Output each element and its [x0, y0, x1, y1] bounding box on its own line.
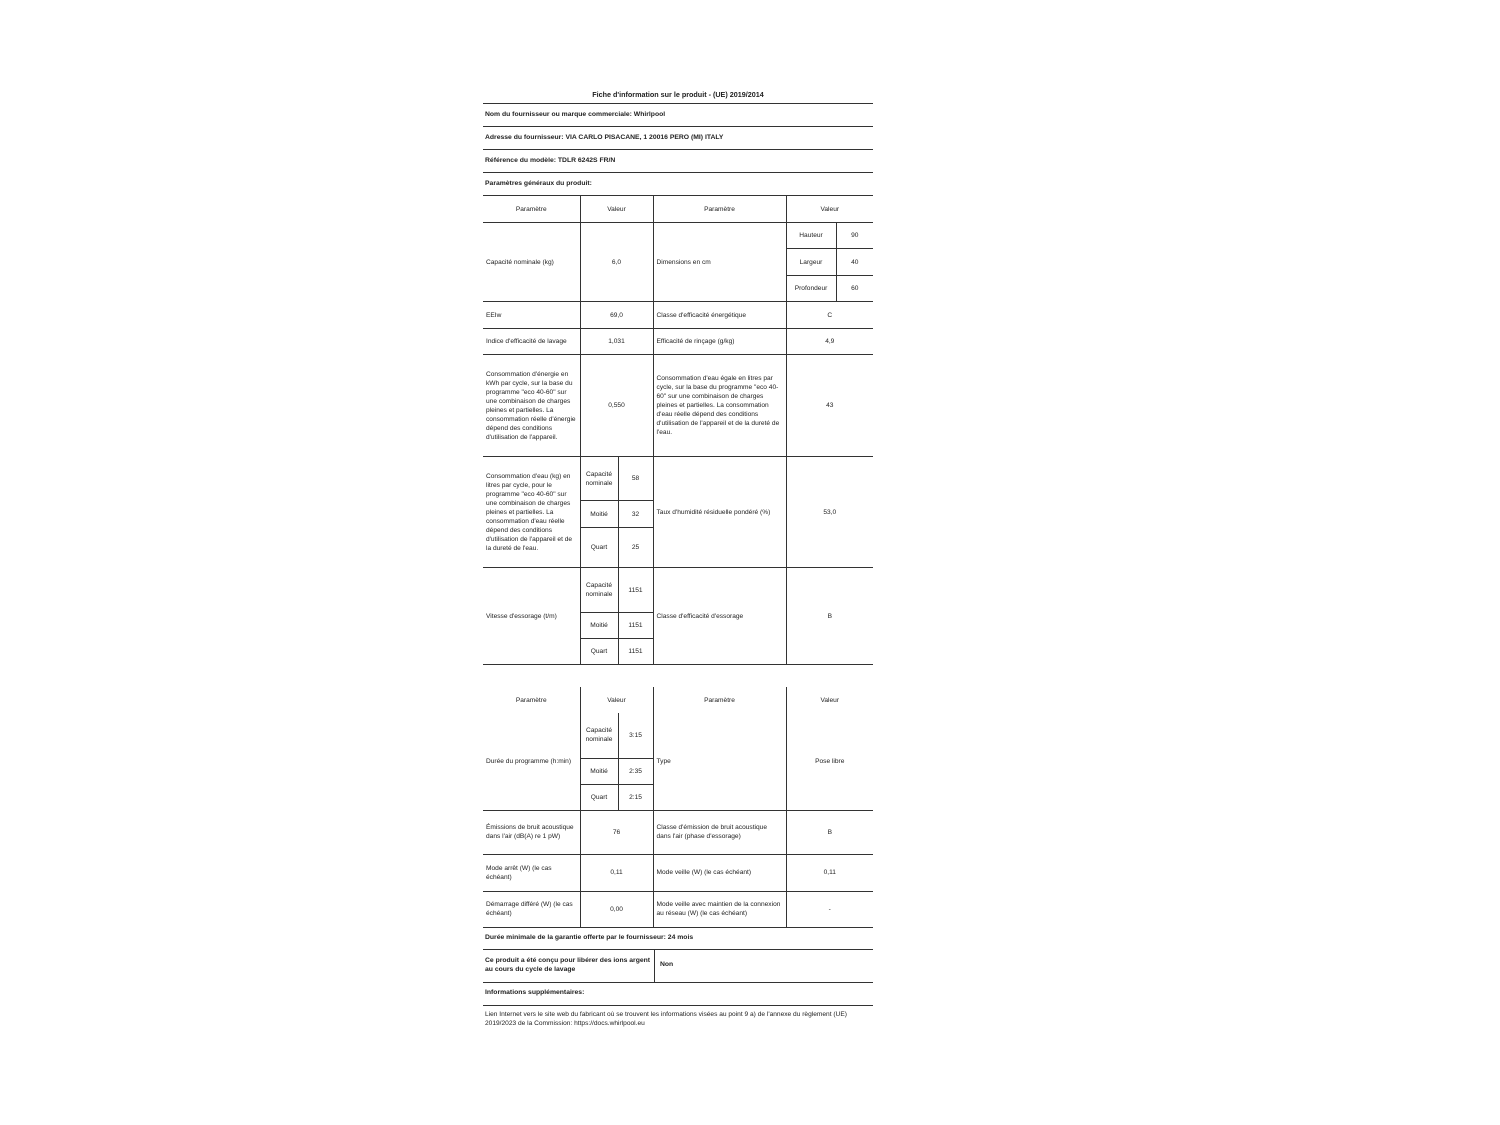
off-mode-label: Mode arrêt (W) (le cas échéant): [486, 864, 552, 881]
type-label: Type: [653, 713, 786, 810]
energy-consumption-label: Consommation d'énergie en kWh par cycle, sur la base du programme "eco 40-60" sur une combinaison de charges pleines et partielles. La consommation réelle d'énergie dépend des conditions d'utilisation de l'appareil.: [486, 370, 576, 441]
water-consumption-value: 43: [786, 355, 873, 457]
additional-info: Informations supplémentaires:: [483, 983, 873, 1006]
duration-label: Durée du programme (h:min): [483, 713, 580, 810]
off-mode-value: 0,11: [580, 854, 653, 891]
water-capacity-value: 58: [618, 457, 653, 501]
water-sub-half: Moitié: [580, 501, 618, 528]
height-value: 90: [836, 223, 873, 249]
capacity-value: 6,0: [580, 223, 653, 302]
energy-class-value: C: [786, 302, 873, 329]
wash-index-value: 1,031: [580, 329, 653, 355]
spin-sub-capacity: Capacité nominale: [580, 568, 618, 613]
noise-class-label: Classe d'émission de bruit acoustique dans l'air (phase d'essorage): [653, 810, 786, 854]
moisture-label: Taux d'humidité résiduelle pondéré (%): [653, 457, 786, 568]
duration-capacity-value: 3:15: [618, 713, 653, 758]
water-litres-label: Consommation d'eau (kg) en litres par cycle, pour le programme "eco 40-60" sur une combinaison de charges pleines et partielles. La consommation d'eau réelle dépend des conditions d'utilisation de l'appareil et de la dureté de l'eau.: [483, 457, 580, 568]
depth-label: Profondeur: [786, 276, 836, 302]
col-header-param: Paramètre: [515, 696, 547, 704]
standby-label: Mode veille (W) (le cas échéant): [653, 854, 786, 891]
type-value: Pose libre: [786, 713, 873, 810]
eei-label: EEIw: [486, 311, 502, 319]
col-header-value2: Valeur: [786, 196, 873, 223]
width-value: 40: [836, 249, 873, 276]
spin-sub-half: Moitié: [580, 613, 618, 639]
spin-quarter-value: 1151: [618, 639, 653, 665]
water-quarter-value: 25: [618, 528, 653, 568]
capacity-label: Capacité nominale (kg): [483, 223, 580, 302]
warranty: Durée minimale de la garantie offerte par le fournisseur: 24 mois: [483, 928, 873, 950]
model-reference: Référence du modèle: TDLR 6242S FR/N: [483, 150, 873, 173]
silver-ions-value: Non: [654, 950, 873, 982]
sheet-title: Fiche d'information sur le produit - (UE) 2019/2014: [483, 88, 873, 104]
duration-sub-half: Moitié: [580, 758, 618, 784]
width-label: Largeur: [786, 249, 836, 276]
wash-index-label: Indice d'efficacité de lavage: [486, 338, 567, 345]
spin-half-value: 1151: [618, 613, 653, 639]
eei-value: 69,0: [580, 302, 653, 329]
duration-half-value: 2:35: [618, 758, 653, 784]
energy-consumption-value: 0,550: [580, 355, 653, 457]
water-sub-capacity: Capacité nominale: [580, 457, 618, 501]
spin-capacity-value: 1151: [618, 568, 653, 613]
col-header-value: Valeur: [580, 687, 653, 713]
spin-sub-quarter: Quart: [580, 639, 618, 665]
rinse-label: Efficacité de rinçage (g/kg): [653, 329, 786, 355]
duration-quarter-value: 2:15: [618, 784, 653, 810]
delay-start-label: Démarrage différé (W) (le cas échéant): [486, 901, 573, 917]
water-consumption-label: Consommation d'eau égale en litres par cycle, sur la base du programme "eco 40-60" sur une combinaison de charges pleines et partielles. La consommation d'eau réelle dépend des conditions d'utilisation de l'appareil et de la dureté de l'eau.: [653, 355, 786, 457]
manufacturer-link: Lien Internet vers le site web du fabricant où se trouvent les informations visées au point 9 a) de l'annexe du règlement (UE) 2019/2023 de la Commission: https://docs.whirlpool.eu: [485, 1010, 847, 1027]
spin-class-label: Classe d'efficacité d'essorage: [653, 568, 786, 665]
standby-value: 0,11: [786, 854, 873, 891]
water-sub-quarter: Quart: [580, 528, 618, 568]
product-info-sheet: [483, 88, 873, 1028]
col-header-param2: Paramètre: [653, 687, 786, 713]
noise-class-value: B: [786, 810, 873, 854]
noise-label: Émissions de bruit acoustique dans l'air (dB(A) re 1 pW): [486, 824, 574, 840]
spin-label: Vitesse d'essorage (t/m): [483, 568, 580, 665]
supplier-address: Adresse du fournisseur: VIA CARLO PISACANE, 1 20016 PERO (MI) ITALY: [483, 127, 873, 150]
col-header-value2: Valeur: [786, 687, 873, 713]
energy-class-label: Classe d'efficacité énergétique: [653, 302, 786, 329]
duration-sub-quarter: Quart: [580, 784, 618, 810]
silver-ions-label: Ce produit a été conçu pour libérer des ions argent au cours du cycle de lavage: [485, 957, 651, 973]
network-standby-value: -: [786, 891, 873, 927]
col-header-param: Paramètre: [515, 205, 547, 213]
depth-value: 60: [836, 276, 873, 302]
dimensions-label: Dimensions en cm: [653, 223, 786, 302]
params-table-1: [483, 196, 873, 665]
rinse-value: 4,9: [786, 329, 873, 355]
col-header-param2: Paramètre: [653, 196, 786, 223]
moisture-value: 53,0: [786, 457, 873, 568]
network-standby-label: Mode veille avec maintien de la connexion au réseau (W) (le cas échéant): [653, 891, 786, 927]
delay-start-value: 0,00: [580, 891, 653, 927]
params-table-2: [483, 687, 873, 928]
water-half-value: 32: [618, 501, 653, 528]
spin-class-value: B: [786, 568, 873, 665]
silver-ions-row: [483, 950, 873, 983]
noise-value: 76: [580, 810, 653, 854]
general-params-heading: Paramètres généraux du produit:: [483, 173, 873, 196]
col-header-value: Valeur: [580, 196, 653, 223]
duration-sub-capacity: Capacité nominale: [580, 713, 618, 758]
supplier-name: Nom du fournisseur ou marque commerciale: Whirlpool: [483, 104, 873, 127]
height-label: Hauteur: [786, 223, 836, 249]
